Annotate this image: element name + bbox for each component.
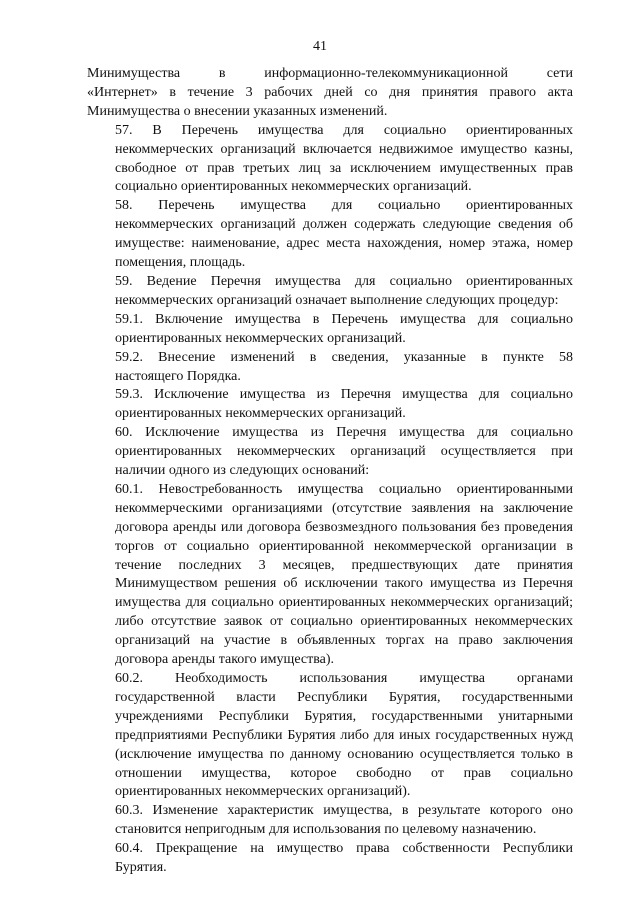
- text-line: отношении имущества, которое свободно от прав социально: [115, 765, 573, 781]
- text-line: договора аренды или договора безвозмездного пользования без проведения: [115, 519, 573, 535]
- text-line: «Интернет» в течение 3 рабочих дней со дня принятия правого акта: [87, 84, 573, 100]
- document-body: [87, 65, 573, 878]
- paragraph: [87, 840, 573, 878]
- text-line: 59.2. Внесение изменений в сведения, указанные в пункте 58: [115, 349, 573, 365]
- text-line: становится непригодным для использования по целевому назначению.: [115, 822, 537, 838]
- paragraph: [87, 424, 573, 481]
- text-line: имущества для социально ориентированных некоммерческих организаций;: [115, 595, 573, 611]
- text-line: 59.3. Исключение имущества из Перечня имущества для социально: [115, 387, 573, 403]
- paragraph: [87, 197, 573, 273]
- text-line: ориентированных некоммерческих организаций.: [115, 406, 406, 422]
- text-line: ориентированных некоммерческих организаций.: [115, 330, 406, 346]
- paragraph: [87, 386, 573, 424]
- text-line: 60.2. Необходимость использования имущества органами: [115, 671, 573, 686]
- text-line: предприятиями Республики Бурятия либо для иных государственных нужд: [115, 727, 573, 743]
- text-line: учреждениями Республики Бурятия, государственными унитарными: [115, 708, 573, 724]
- text-line: социально ориентированных некоммерческих организаций.: [115, 179, 472, 195]
- text-line: помещения, площадь.: [115, 255, 246, 271]
- text-line: 59. Ведение Перечня имущества для социально ориентированных: [115, 273, 573, 289]
- text-line: 57. В Перечень имущества для социально ориентированных: [115, 122, 573, 138]
- text-line: некоммерческих организаций включается недвижимое имущество казны,: [115, 141, 573, 157]
- text-line: некоммерческих организаций должен содержать следующие сведения об: [115, 217, 573, 233]
- text-line: Минимущества о внесении указанных изменений.: [87, 103, 388, 119]
- text-line: ориентированных некоммерческих организаций).: [115, 784, 411, 800]
- text-line: организаций на участие в объявленных торгах на право заключения: [115, 633, 573, 649]
- page-number: 41: [313, 39, 327, 54]
- text-line: 59.1. Включение имущества в Перечень имущества для социально: [115, 311, 573, 327]
- text-line: некоммерческих организаций означает выполнение следующих процедур:: [115, 292, 559, 308]
- text-line: государственной власти Республики Бурятия, государственными: [115, 689, 573, 705]
- text-line: свободное от прав третьих лиц за исключением имущественных прав: [115, 160, 573, 176]
- paragraph: [87, 481, 573, 670]
- paragraph: [87, 65, 573, 122]
- text-line: 60. Исключение имущества из Перечня имущества для социально: [115, 425, 573, 441]
- paragraph: [87, 670, 573, 802]
- text-line: Минимущества в информационно-телекоммуникационной сети: [87, 66, 573, 81]
- text-line: торгов от социально ориентированной некоммерческой организации в: [115, 538, 573, 554]
- text-line: некоммерческими организациями (отсутствие заявления на заключение: [115, 500, 573, 516]
- text-line: либо отсутствие заявок от социально ориентированных некоммерческих: [115, 614, 573, 630]
- paragraph: [87, 802, 573, 840]
- paragraph: [87, 122, 573, 198]
- text-line: 60.4. Прекращение на имущество права собственности Республики: [115, 841, 573, 857]
- text-line: 58. Перечень имущества для социально ориентированных: [115, 198, 573, 214]
- text-line: имуществе: наименование, адрес места нахождения, номер этажа, номер: [115, 236, 573, 252]
- text-line: договора аренды такого имущества).: [115, 652, 335, 668]
- paragraph: [87, 311, 573, 349]
- text-line: (исключение имущества по данному основанию осуществляется только в: [115, 746, 573, 762]
- paragraph: [87, 349, 573, 387]
- text-line: 60.1. Невостребованность имущества социально ориентированными: [115, 481, 573, 497]
- text-line: Минимуществом решения об исключении такого имущества из Перечня: [115, 576, 573, 592]
- text-line: течение последних 3 месяцев, предшествующих дате принятия: [115, 557, 573, 573]
- text-line: наличии одного из следующих оснований:: [115, 463, 370, 479]
- text-line: настоящего Порядка.: [115, 368, 241, 384]
- text-line: 60.3. Изменение характеристик имущества, в результате которого оно: [115, 803, 573, 819]
- paragraph: [87, 273, 573, 311]
- text-line: Бурятия.: [115, 860, 167, 876]
- text-line: ориентированных некоммерческих организаций осуществляется при: [115, 444, 573, 460]
